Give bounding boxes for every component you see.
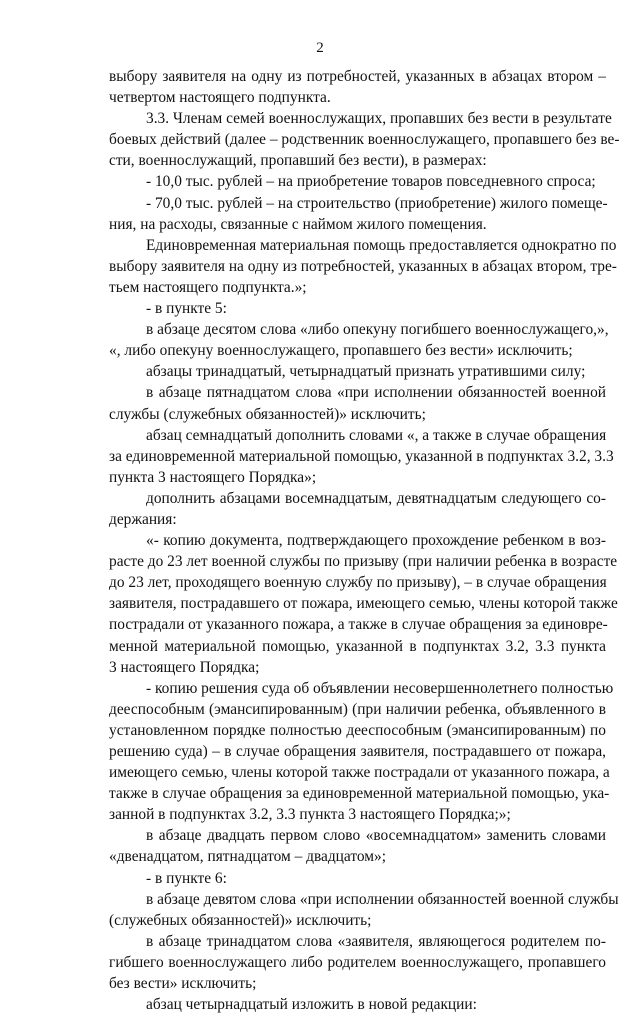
text-line: расте до 23 лет военной службы по призыву (при наличии ребенка в возрасте xyxy=(109,553,618,571)
text-line: службы (служебных обязанностей)» исключить; xyxy=(109,405,426,423)
text-line: абзацы тринадцатый, четырнадцатый признать утратившими силу; xyxy=(146,363,586,381)
text-line: имеющего семью, члены которой также пострадали от указанного пожара, а xyxy=(109,764,610,782)
text-line: - 10,0 тыс. рублей – на приобретение товаров повседневного спроса; xyxy=(146,173,596,191)
text-line: Единовременная материальная помощь предоставляется однократно по xyxy=(146,236,617,254)
text-line: - в пункте 5: xyxy=(146,300,227,318)
text-line: дееспособным (эмансипированным) (при наличии ребенка, объявленного в xyxy=(109,700,606,718)
text-line: выбору заявителя на одну из потребностей, указанных в абзацах втором, тре- xyxy=(109,257,617,275)
text-line: 3 настоящего Порядка; xyxy=(109,658,260,676)
page-number: 2 xyxy=(316,40,324,56)
text-line: решению суда) – в случае обращения заявителя, пострадавшего от пожара, xyxy=(109,743,606,760)
text-line: в абзаце девятом слова «при исполнении обязанностей военной службы xyxy=(146,890,619,908)
text-line: - 70,0 тыс. рублей – на строительство (приобретение) жилого помеще- xyxy=(146,194,608,212)
text-line: пункта 3 настоящего Порядка»; xyxy=(109,468,317,486)
text-line: держания: xyxy=(109,510,177,528)
text-line: пострадали от указанного пожара, а также в случае обращения за единовре- xyxy=(109,616,608,634)
text-line: в абзаце пятнадцатом слова «при исполнении обязанностей военной xyxy=(146,384,606,402)
text-line: «, либо опекуну военнослужащего, пропавшего без вести» исключить; xyxy=(109,342,573,360)
document-body xyxy=(109,66,620,1015)
text-line: «двенадцатом, пятнадцатом – двадцатом»; xyxy=(109,848,386,866)
text-line: заявителя, пострадавшего от пожара, имеющего семью, члены которой также xyxy=(109,595,618,613)
text-line: до 23 лет, проходящего военную службу по призыву), – в случае обращения xyxy=(109,574,607,592)
text-line: без вести» исключить; xyxy=(109,975,257,993)
text-line: в абзаце десятом слова «либо опекуну погибшего военнослужащего,», xyxy=(146,321,609,339)
text-line: за единовременной материальной помощью, указанной в подпунктах 3.2, 3.3 xyxy=(109,447,614,465)
text-line: менной материальной помощью, указанной в подпунктах 3.2, 3.3 пункта xyxy=(109,637,606,655)
text-line: в абзаце двадцать первом слово «восемнадцатом» заменить словами xyxy=(146,827,606,845)
text-line: - в пункте 6: xyxy=(146,869,227,887)
text-line: в абзаце тринадцатом слова «заявителя, являющегося родителем по- xyxy=(146,932,606,950)
text-line: абзац семнадцатый дополнить словами «, а также в случае обращения xyxy=(146,426,607,444)
text-line: сти, военнослужащий, пропавший без вести), в размерах: xyxy=(109,152,487,170)
text-line: гибшего военнослужащего либо родителем военнослужащего, пропавшего xyxy=(109,953,606,971)
text-line: тьем настоящего подпункта.»; xyxy=(109,278,307,296)
text-line: ния, на расходы, связанные с наймом жилого помещения. xyxy=(109,215,487,233)
text-line: четвертом настоящего подпункта. xyxy=(109,89,331,107)
text-line: «- копию документа, подтверждающего прохождение ребенком в воз- xyxy=(146,532,606,550)
text-line: боевых действий (далее – родственник военнослужащего, пропавшего без ве- xyxy=(109,131,620,149)
text-line: установленном порядке полностью дееспособным (эмансипированным) по xyxy=(109,721,606,739)
text-line: (служебных обязанностей)» исключить; xyxy=(109,911,372,929)
text-line: занной в подпунктах 3.2, 3.3 пункта 3 настоящего Порядка;»; xyxy=(109,806,511,824)
text-line: абзац четырнадцатый изложить в новой редакции: xyxy=(146,996,477,1014)
text-line: - копию решения суда об объявлении несовершеннолетнего полностью xyxy=(146,679,614,697)
text-line: 3.3. Членам семей военнослужащих, пропавших без вести в результате xyxy=(146,110,612,128)
text-line: также в случае обращения за единовременной материальной помощью, ука- xyxy=(109,785,610,803)
text-line: дополнить абзацами восемнадцатым, девятнадцатым следующего со- xyxy=(146,489,606,507)
text-line: выбору заявителя на одну из потребностей, указанных в абзацах втором – xyxy=(109,68,606,85)
